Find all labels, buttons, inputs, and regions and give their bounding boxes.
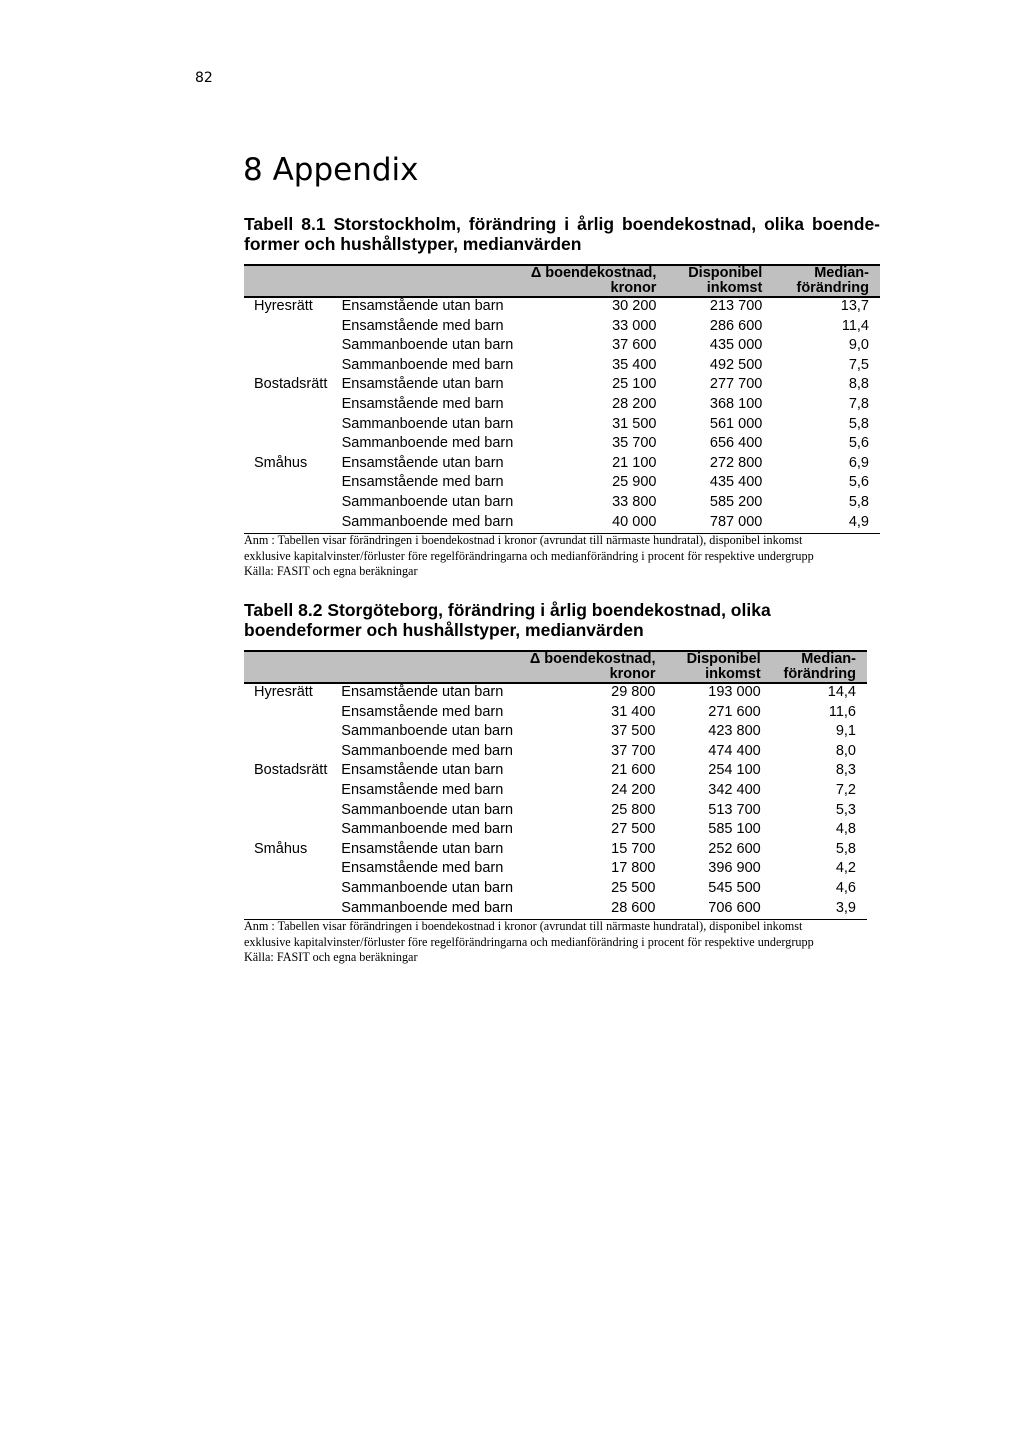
- cost-change-cell: 21 600: [611, 762, 656, 779]
- household-type-cell: Ensamstående utan barn: [341, 840, 504, 857]
- header-empty: [244, 651, 341, 683]
- table-row: [244, 474, 880, 494]
- header-line: förändring: [796, 280, 869, 296]
- page-number: 82: [195, 70, 213, 86]
- table-row: [244, 318, 880, 338]
- cost-change-cell: 33 800: [612, 493, 657, 510]
- header-line: kronor: [610, 280, 657, 296]
- cost-change-cell: 25 500: [611, 879, 656, 896]
- household-type-cell: Sammanboende med barn: [341, 821, 513, 838]
- income-cell: 193 000: [708, 684, 761, 700]
- housing-type-cell: [244, 723, 341, 743]
- cost-change-cell: 31 400: [611, 703, 656, 720]
- income-cell: 656 400: [709, 435, 763, 452]
- income-cell: 492 500: [709, 356, 763, 373]
- median-change-cell: 8,3: [835, 762, 856, 779]
- cost-change-cell: 33 000: [612, 317, 657, 334]
- source-line: Källa: FASIT och egna beräkningar: [244, 564, 418, 578]
- household-type-cell: Sammanboende med barn: [342, 514, 523, 534]
- cost-change-cell: 17 800: [611, 860, 656, 877]
- housing-type-cell: Bostadsrätt: [254, 762, 328, 779]
- cost-change-cell: 28 600: [522, 900, 655, 920]
- income-cell: 423 800: [708, 723, 761, 740]
- table-row: [244, 762, 867, 782]
- housing-type-cell: Hyresrätt: [254, 298, 313, 314]
- household-type-cell: Ensamstående med barn: [341, 317, 504, 334]
- header-line: kronor: [609, 666, 656, 682]
- median-change-cell: 5,8: [848, 493, 869, 510]
- note-line: exklusive kapitalvinster/förluster före regelförändringarna och medianförändring i procent för respektive undergrupp: [244, 548, 814, 563]
- table-row: [244, 357, 880, 377]
- income-cell: 435 400: [709, 474, 763, 491]
- household-type-cell: Sammanboende med barn: [341, 435, 514, 452]
- housing-type-cell: Bostadsrätt: [254, 376, 328, 393]
- data-table: [244, 264, 880, 534]
- housing-type-cell: [244, 416, 342, 436]
- median-change-cell: 7,2: [835, 781, 856, 798]
- income-cell: 706 600: [655, 900, 760, 920]
- median-change-cell: 8,0: [835, 742, 856, 759]
- cost-change-cell: 28 200: [612, 395, 657, 412]
- household-type-cell: Ensamstående med barn: [341, 781, 504, 798]
- header-cost: [523, 265, 657, 297]
- table-row: [244, 900, 867, 920]
- header-line: Δ boendekostnad,: [530, 265, 657, 281]
- household-type-cell: Ensamstående med barn: [341, 703, 504, 720]
- header-line: förändring: [783, 666, 856, 682]
- table-row: [244, 494, 880, 514]
- data-table: [244, 650, 867, 920]
- housing-type-cell: [244, 396, 342, 416]
- cost-change-cell: 27 500: [611, 821, 656, 838]
- header-line: Δ boendekostnad,: [529, 651, 656, 667]
- housing-type-cell: [244, 860, 341, 880]
- cost-change-cell: 37 700: [611, 742, 656, 759]
- table-row: [244, 880, 867, 900]
- median-change-cell: 5,8: [835, 840, 856, 857]
- household-type-cell: Sammanboende utan barn: [341, 493, 514, 510]
- median-change-cell: 13,7: [840, 298, 869, 314]
- household-type-cell: Ensamstående utan barn: [341, 454, 504, 471]
- header-cost: [522, 651, 655, 683]
- table-body: [244, 683, 867, 920]
- household-type-cell: Ensamstående med barn: [341, 395, 504, 412]
- income-cell: 561 000: [709, 415, 763, 432]
- cost-change-cell: 30 200: [612, 298, 657, 314]
- housing-type-cell: Småhus: [254, 454, 308, 471]
- household-type-cell: Sammanboende utan barn: [341, 337, 514, 354]
- header-line: Median-: [801, 651, 856, 667]
- table-note: [244, 919, 884, 966]
- header-line: inkomst: [705, 666, 761, 682]
- household-type-cell: Ensamstående med barn: [341, 860, 504, 877]
- header-income: [655, 651, 760, 683]
- header-line: inkomst: [706, 280, 763, 296]
- table-row: [244, 683, 867, 704]
- household-type-cell: Sammanboende utan barn: [341, 415, 514, 432]
- median-change-cell: 7,5: [848, 356, 869, 373]
- household-type-cell: Sammanboende utan barn: [341, 879, 514, 896]
- median-change-cell: 5,8: [848, 415, 869, 432]
- median-change-cell: 5,3: [835, 801, 856, 818]
- cost-change-cell: 25 100: [612, 376, 657, 393]
- header-line: Median-: [814, 265, 869, 281]
- table-row: [244, 376, 880, 396]
- table-row: [244, 514, 880, 534]
- income-cell: 435 000: [709, 337, 763, 354]
- source-line: Källa: FASIT och egna beräkningar: [244, 950, 418, 964]
- income-cell: 474 400: [708, 742, 761, 759]
- median-change-cell: 3,9: [761, 900, 867, 920]
- income-cell: 545 500: [708, 879, 761, 896]
- cost-change-cell: 37 500: [611, 723, 656, 740]
- header-empty: [342, 265, 523, 297]
- header-change: [761, 651, 867, 683]
- cost-change-cell: 24 200: [611, 781, 656, 798]
- income-cell: 213 700: [709, 298, 763, 314]
- housing-type-cell: [244, 318, 342, 338]
- table-row: [244, 782, 867, 802]
- income-cell: 342 400: [708, 781, 761, 798]
- table-row: [244, 723, 867, 743]
- table-row: [244, 841, 867, 861]
- table-body: [244, 297, 880, 534]
- median-change-cell: 6,9: [848, 454, 869, 471]
- income-cell: 787 000: [656, 514, 762, 534]
- income-cell: 254 100: [708, 762, 761, 779]
- household-type-cell: Ensamstående utan barn: [341, 376, 504, 393]
- cost-change-cell: 21 100: [612, 454, 657, 471]
- table-header-row: [244, 651, 867, 683]
- income-cell: 585 100: [708, 821, 761, 838]
- household-type-cell: Sammanboende med barn: [341, 742, 513, 759]
- median-change-cell: 5,6: [848, 435, 869, 452]
- cost-change-cell: 29 800: [611, 684, 656, 700]
- housing-type-cell: [244, 494, 342, 514]
- header-change: [762, 265, 880, 297]
- header-line: Disponibel: [686, 651, 761, 667]
- median-change-cell: 5,6: [848, 474, 869, 491]
- income-cell: 368 100: [709, 395, 763, 412]
- income-cell: 271 600: [708, 703, 761, 720]
- household-type-cell: Ensamstående med barn: [341, 474, 504, 491]
- table-row: [244, 743, 867, 763]
- table-row: [244, 396, 880, 416]
- housing-type-cell: [244, 880, 341, 900]
- median-change-cell: 4,2: [835, 860, 856, 877]
- housing-type-cell: [244, 821, 341, 841]
- cost-change-cell: 15 700: [611, 840, 656, 857]
- income-cell: 252 600: [708, 840, 761, 857]
- median-change-cell: 4,8: [835, 821, 856, 838]
- income-cell: 272 800: [709, 454, 763, 471]
- table-row: [244, 297, 880, 318]
- header-income: [656, 265, 762, 297]
- cost-change-cell: 35 400: [612, 356, 657, 373]
- household-type-cell: Sammanboende med barn: [341, 900, 522, 920]
- table-header-row: [244, 265, 880, 297]
- household-type-cell: Sammanboende utan barn: [341, 801, 514, 818]
- median-change-cell: 4,6: [835, 879, 856, 896]
- housing-type-cell: [244, 743, 341, 763]
- header-empty: [341, 651, 522, 683]
- income-cell: 286 600: [709, 317, 763, 334]
- housing-type-cell: Hyresrätt: [254, 684, 313, 700]
- median-change-cell: 4,9: [762, 514, 880, 534]
- household-type-cell: Sammanboende med barn: [341, 356, 514, 373]
- income-cell: 513 700: [708, 801, 761, 818]
- header-line: Disponibel: [688, 265, 763, 281]
- housing-type-cell: [244, 474, 342, 494]
- median-change-cell: 14,4: [827, 684, 856, 700]
- median-change-cell: 9,1: [835, 723, 856, 740]
- income-cell: 277 700: [709, 376, 763, 393]
- table-row: [244, 802, 867, 822]
- table-row: [244, 337, 880, 357]
- cost-change-cell: 40 000: [523, 514, 657, 534]
- table-row: [244, 435, 880, 455]
- median-change-cell: 11,4: [841, 317, 869, 334]
- cost-change-cell: 31 500: [612, 415, 657, 432]
- housing-type-cell: [244, 435, 342, 455]
- table-note: [244, 533, 884, 580]
- housing-type-cell: [244, 900, 341, 920]
- housing-type-cell: [244, 704, 341, 724]
- income-cell: 585 200: [709, 493, 763, 510]
- median-change-cell: 7,8: [848, 395, 869, 412]
- table-row: [244, 416, 880, 436]
- cost-change-cell: 35 700: [612, 435, 657, 452]
- note-line: Anm : Tabellen visar förändringen i boendekostnad i kronor (avrundat till närmaste hundratal), disponibel inkomst: [244, 919, 803, 933]
- table-row: [244, 821, 867, 841]
- household-type-cell: Sammanboende utan barn: [341, 723, 514, 740]
- header-empty: [244, 265, 342, 297]
- housing-type-cell: [244, 357, 342, 377]
- housing-type-cell: [244, 514, 342, 534]
- cost-change-cell: 25 800: [611, 801, 656, 818]
- table-row: [244, 704, 867, 724]
- household-type-cell: Ensamstående utan barn: [341, 684, 504, 700]
- household-type-cell: Ensamstående utan barn: [341, 762, 504, 779]
- section-heading: 8 Appendix: [243, 152, 419, 188]
- note-line: exklusive kapitalvinster/förluster före regelförändringarna och medianförändring i procent för respektive undergrupp: [244, 934, 814, 949]
- housing-type-cell: Småhus: [254, 840, 308, 857]
- table-caption: Tabell 8.2 Storgöteborg, förändring i årlig boendekostnad, olika boendeformer och hushållstyper, medianvärden: [244, 600, 771, 640]
- table-row: [244, 860, 867, 880]
- median-change-cell: 11,6: [828, 703, 856, 720]
- table-row: [244, 455, 880, 475]
- median-change-cell: 9,0: [848, 337, 869, 354]
- housing-type-cell: [244, 782, 341, 802]
- cost-change-cell: 25 900: [612, 474, 657, 491]
- median-change-cell: 8,8: [848, 376, 869, 393]
- note-line: Anm : Tabellen visar förändringen i boendekostnad i kronor (avrundat till närmaste hundratal), disponibel inkomst: [244, 533, 803, 547]
- housing-type-cell: [244, 337, 342, 357]
- table-caption: Tabell 8.1 Storstockholm, förändring i årlig boendekostnad, olika boende-former och hushållstyper, medianvärden: [244, 214, 880, 254]
- housing-type-cell: [244, 802, 341, 822]
- cost-change-cell: 37 600: [612, 337, 657, 354]
- income-cell: 396 900: [708, 860, 761, 877]
- household-type-cell: Ensamstående utan barn: [341, 298, 504, 314]
